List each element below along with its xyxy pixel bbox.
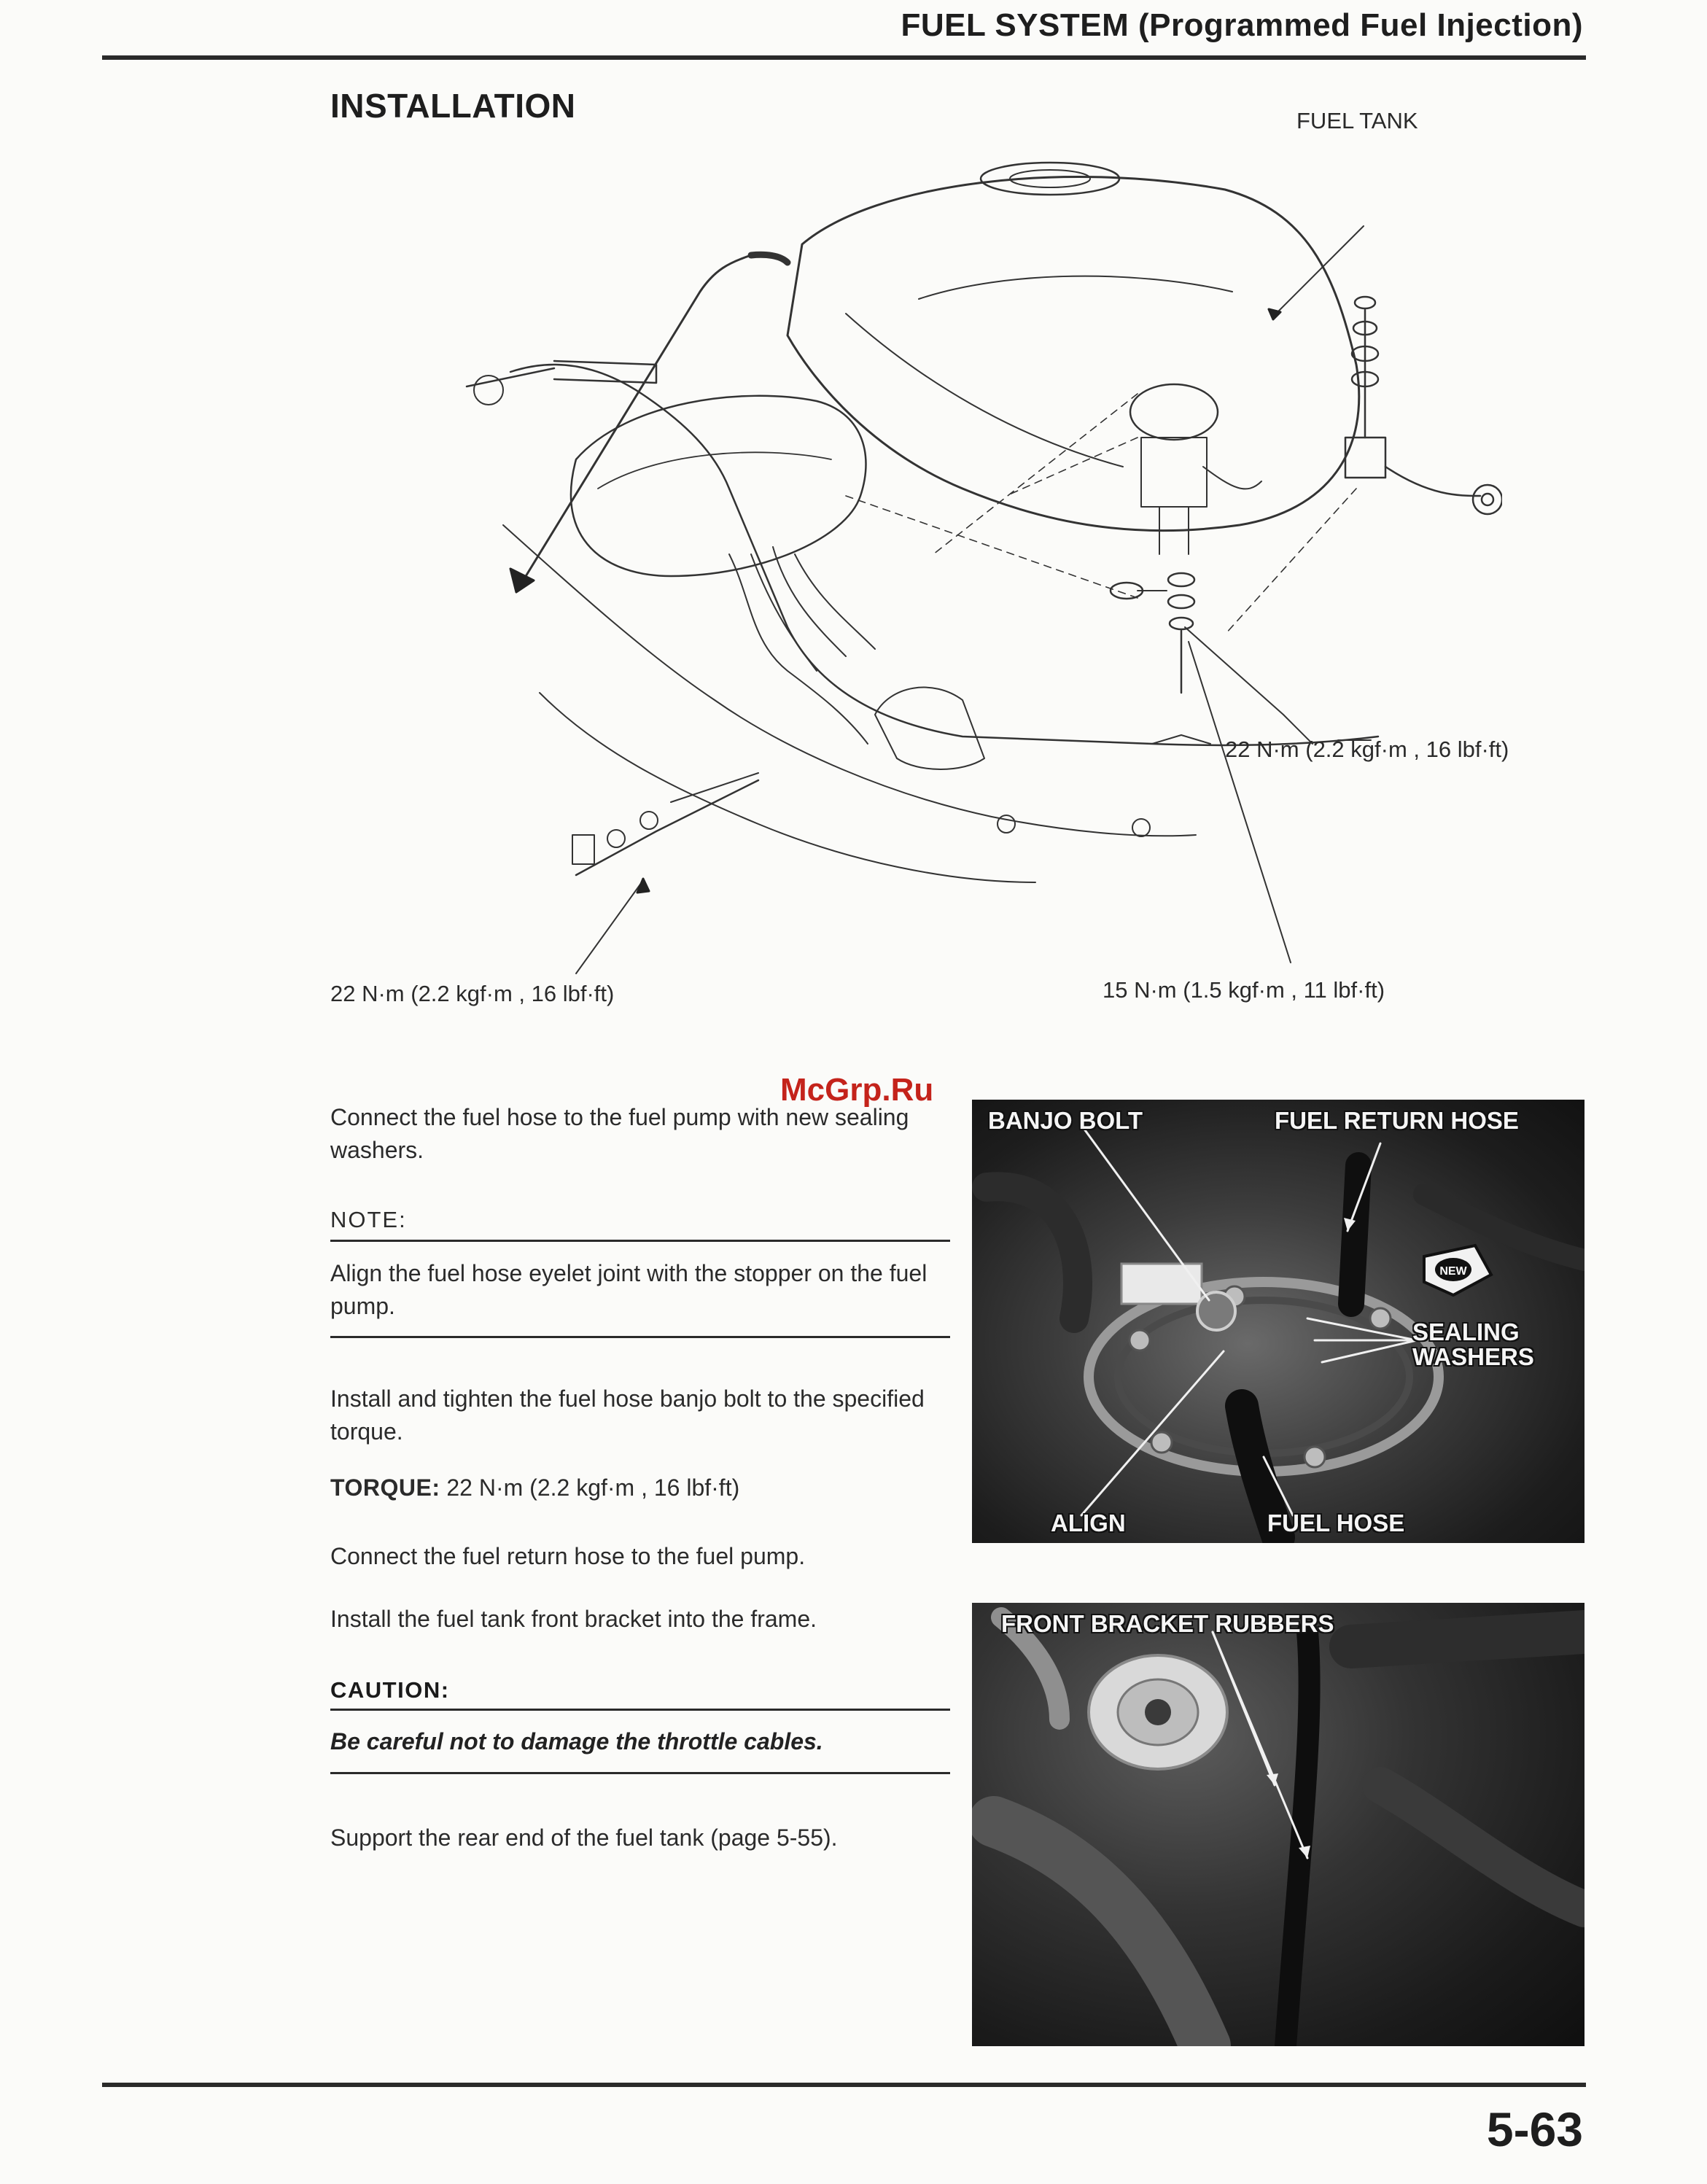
caution-text: Be careful not to damage the throttle cables. bbox=[330, 1728, 823, 1754]
note-bottom-rule bbox=[330, 1336, 950, 1338]
footer-rule bbox=[102, 2083, 1586, 2087]
label-front-bracket-rubbers: FRONT BRACKET RUBBERS bbox=[1001, 1610, 1334, 1637]
label-align: ALIGN bbox=[1051, 1509, 1126, 1536]
fuel-tank-leader bbox=[1276, 226, 1364, 314]
fuel-pump-top bbox=[1130, 384, 1218, 440]
label-banjo-bolt: BANJO BOLT bbox=[988, 1107, 1143, 1134]
fuel-tank-label: FUEL TANK bbox=[1296, 108, 1418, 133]
torque-spec-label: TORQUE: bbox=[330, 1474, 440, 1501]
front-bracket-photo bbox=[972, 1603, 1584, 2046]
new-badge-icon bbox=[1424, 1245, 1491, 1295]
torque-label-lower-right: 15 N·m (1.5 kgf·m , 11 lbf·ft) bbox=[1103, 977, 1385, 1003]
svg-text:NEW: NEW bbox=[1439, 1265, 1467, 1278]
header-title: FUEL SYSTEM (Programmed Fuel Injection) bbox=[901, 7, 1583, 43]
torque-spec bbox=[330, 1474, 739, 1501]
caution-top-rule bbox=[330, 1709, 950, 1711]
instruction-connect-fuel-hose: Connect the fuel hose to the fuel pump with new sealing washers. bbox=[330, 1104, 909, 1163]
fuel-pump-photo bbox=[972, 1100, 1584, 1543]
air-box bbox=[571, 396, 866, 576]
frame-outline bbox=[510, 365, 1378, 745]
fuel-tank-installation-diagram bbox=[408, 146, 1502, 984]
note-text: Align the fuel hose eyelet joint with the stopper on the fuel pump. bbox=[330, 1260, 928, 1319]
label-fuel-return-hose: FUEL RETURN HOSE bbox=[1275, 1107, 1519, 1134]
torque-spec-value: 22 N·m (2.2 kgf·m , 16 lbf·ft) bbox=[446, 1474, 740, 1501]
fuel-tank-outline bbox=[788, 176, 1359, 530]
label-washers: WASHERS bbox=[1412, 1343, 1534, 1370]
fuel-cap bbox=[981, 163, 1119, 195]
caution-heading: CAUTION: bbox=[330, 1677, 450, 1703]
note-heading: NOTE: bbox=[330, 1207, 407, 1232]
torque-label-lower-left: 22 N·m (2.2 kgf·m , 16 lbf·ft) bbox=[330, 981, 615, 1006]
note-top-rule bbox=[330, 1240, 950, 1242]
instruction-install-banjo: Install and tighten the fuel hose banjo bolt to the specified torque. bbox=[330, 1386, 925, 1445]
torque-label-upper-right: 22 N·m (2.2 kgf·m , 16 lbf·ft) bbox=[1225, 737, 1509, 762]
label-sealing: SEALING bbox=[1412, 1318, 1520, 1345]
caution-bottom-rule bbox=[330, 1772, 950, 1774]
section-title: INSTALLATION bbox=[330, 87, 576, 125]
instruction-connect-return: Connect the fuel return hose to the fuel pump. bbox=[330, 1543, 806, 1569]
watermark: McGrp.Ru bbox=[780, 1072, 934, 1108]
rear-fastener-stack bbox=[1345, 297, 1502, 514]
label-fuel-hose: FUEL HOSE bbox=[1267, 1509, 1405, 1536]
header-rule bbox=[102, 55, 1586, 60]
page-number: 5-63 bbox=[1486, 2102, 1583, 2156]
banjo-bolt-stack bbox=[1111, 573, 1194, 693]
instruction-support-rear: Support the rear end of the fuel tank (page 5-55). bbox=[330, 1824, 838, 1851]
instruction-install-bracket: Install the fuel tank front bracket into the frame. bbox=[330, 1606, 817, 1632]
